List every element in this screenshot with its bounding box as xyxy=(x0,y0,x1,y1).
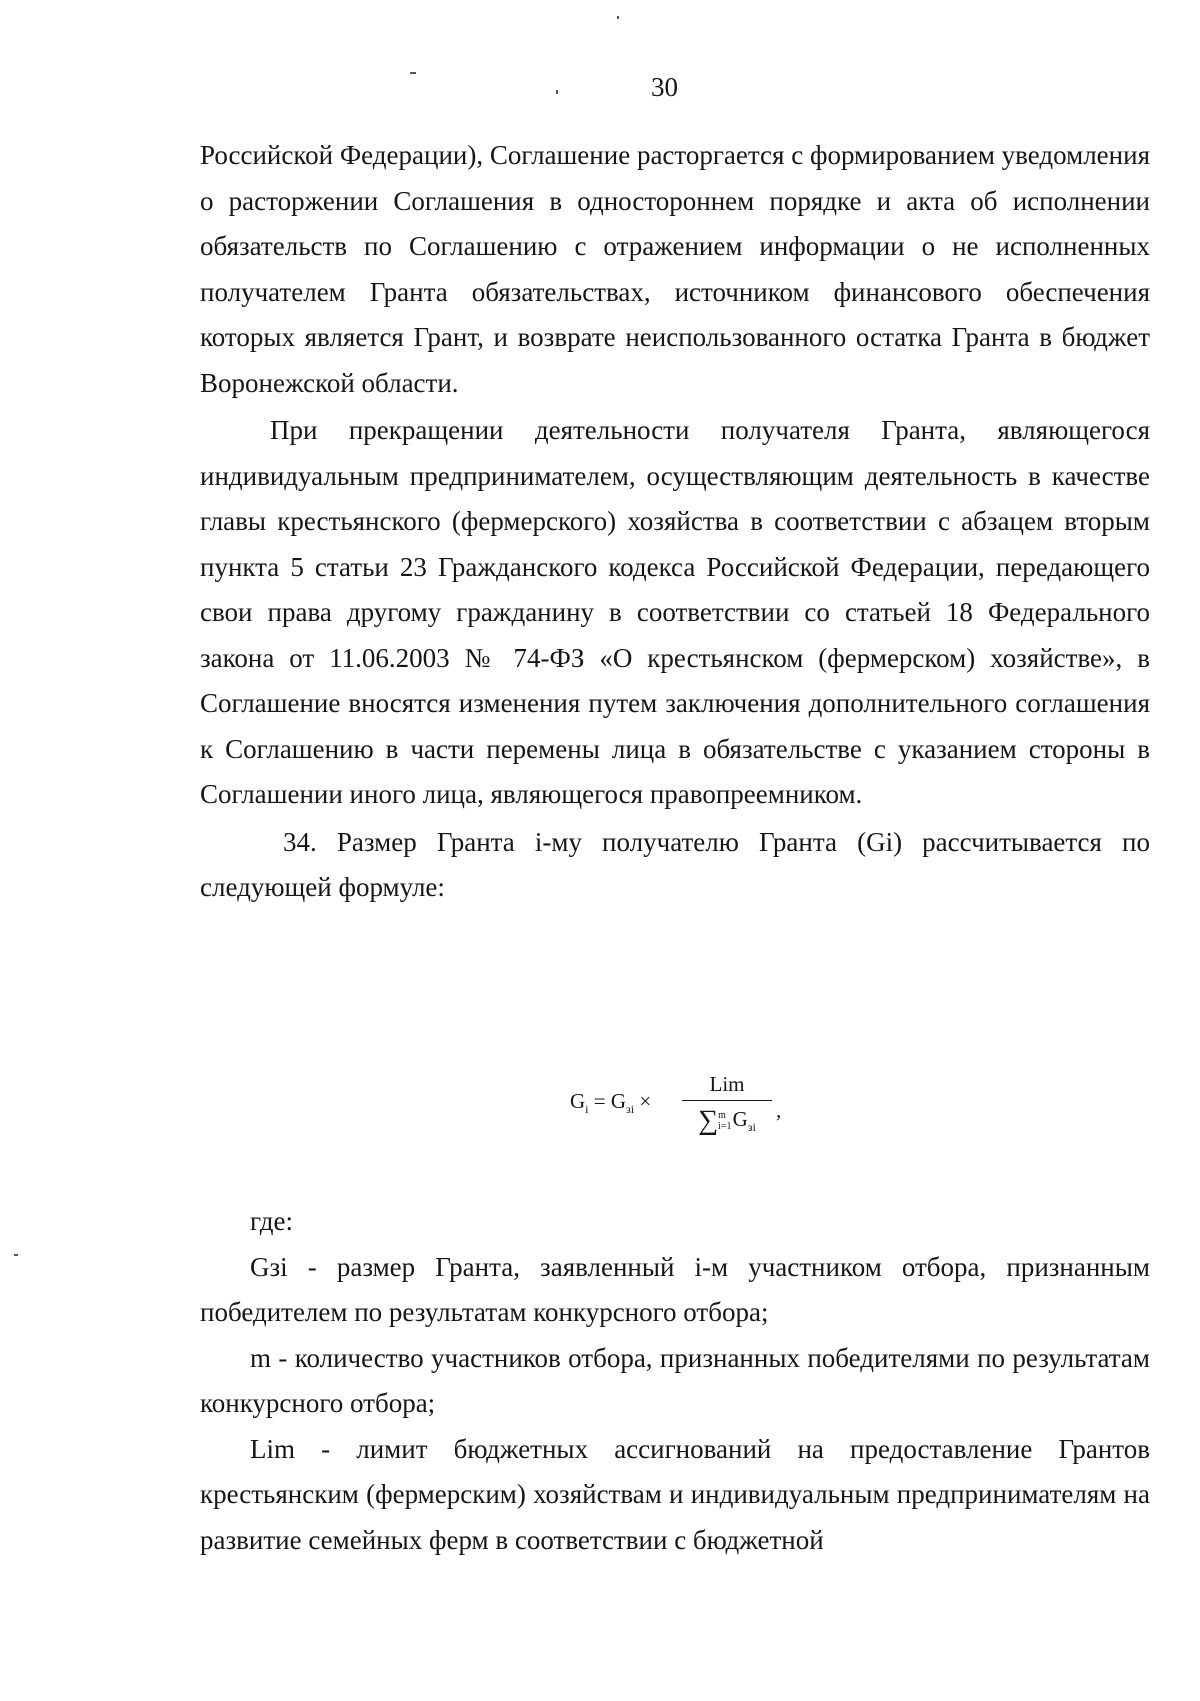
formula-sum-limits xyxy=(718,1110,731,1132)
formula-times: × xyxy=(639,1089,652,1113)
paragraph-gzi-definition: Gзi - размер Гранта, заявленный i-м участником отбора, признанным победителем по результатам конкурсного отбора; xyxy=(200,1251,1150,1327)
grant-formula xyxy=(570,1070,790,1160)
paragraph-continuation: Российской Федерации), Соглашение расторгается с формированием уведомления о расторжении Соглашения в одностороннем порядке и акта об исполнении обязательств по Соглашению с отражением информации о не исполненных получателем Гранта обязательствах, источником финансового обеспечения которых является Грант, и возврате неиспользованного остатка Гранта в бюджет Воронежской области. xyxy=(200,140,1150,398)
paragraph-item-34: 34. Размер Гранта i-му получателю Гранта (Gi) рассчитывается по следующей формуле: xyxy=(200,826,1150,902)
formula-sum-lower: i=1 xyxy=(718,1121,732,1133)
body-text-bottom xyxy=(200,1199,1150,1563)
formula-den-symbol: G xyxy=(732,1107,748,1131)
scan-speck xyxy=(617,16,619,19)
formula-den-subscript: зi xyxy=(747,1120,756,1135)
formula-left-side xyxy=(570,1089,651,1117)
formula-sum-upper: m xyxy=(718,1110,726,1122)
paragraph-termination: При прекращении деятельности получателя Гранта, являющегося индивидуальным предпринимателем, осуществляющим деятельность в качестве главы крестьянского (фермерского) хозяйства в соответствии с абзацем вторым пункта 5 статьи 23 Гражданского кодекса Российской Федерации, передающего свои права другому гражданину в соответствии со статьей 18 Федерального закона от 11.06.2003 № 74-ФЗ «О крестьянском (фермерском) хозяйстве», в Соглашение вносятся изменения путем заключения дополнительного соглашения к Соглашению в части перемены лица в обязательстве с указанием стороны в Соглашении иного лица, являющегося правопреемником. xyxy=(200,415,1150,809)
formula-sum-symbol: ∑ xyxy=(698,1105,719,1136)
formula-gi-symbol: G xyxy=(570,1089,586,1113)
scan-speck xyxy=(556,90,558,94)
paragraph-m-definition: m - количество участников отбора, признанных победителями по результатам конкурсного отбора; xyxy=(200,1342,1150,1418)
scan-speck xyxy=(14,1254,18,1256)
paragraph-lim-definition: Lim - лимит бюджетных ассигнований на предоставление Грантов крестьянским (фермерским) хозяйствам и индивидуальным предпринимателям на развитие семейных ферм в соответствии с бюджетной xyxy=(200,1433,1150,1555)
formula-comma: , xyxy=(776,1098,782,1122)
page-number: 30 xyxy=(651,72,678,102)
paragraph-where: где: xyxy=(250,1206,293,1236)
body-text-top xyxy=(200,133,1150,911)
formula-equals: = xyxy=(593,1089,606,1113)
formula-numerator: Lim xyxy=(709,1072,745,1096)
scan-speck xyxy=(410,72,416,74)
formula-gzi-symbol: G xyxy=(610,1089,627,1113)
formula-gi-subscript: i xyxy=(585,1102,589,1117)
formula-denominator xyxy=(682,1103,772,1143)
formula-fraction-bar xyxy=(682,1100,772,1101)
formula-gzi-subscript: зi xyxy=(626,1102,635,1117)
formula-fraction xyxy=(682,1070,772,1143)
